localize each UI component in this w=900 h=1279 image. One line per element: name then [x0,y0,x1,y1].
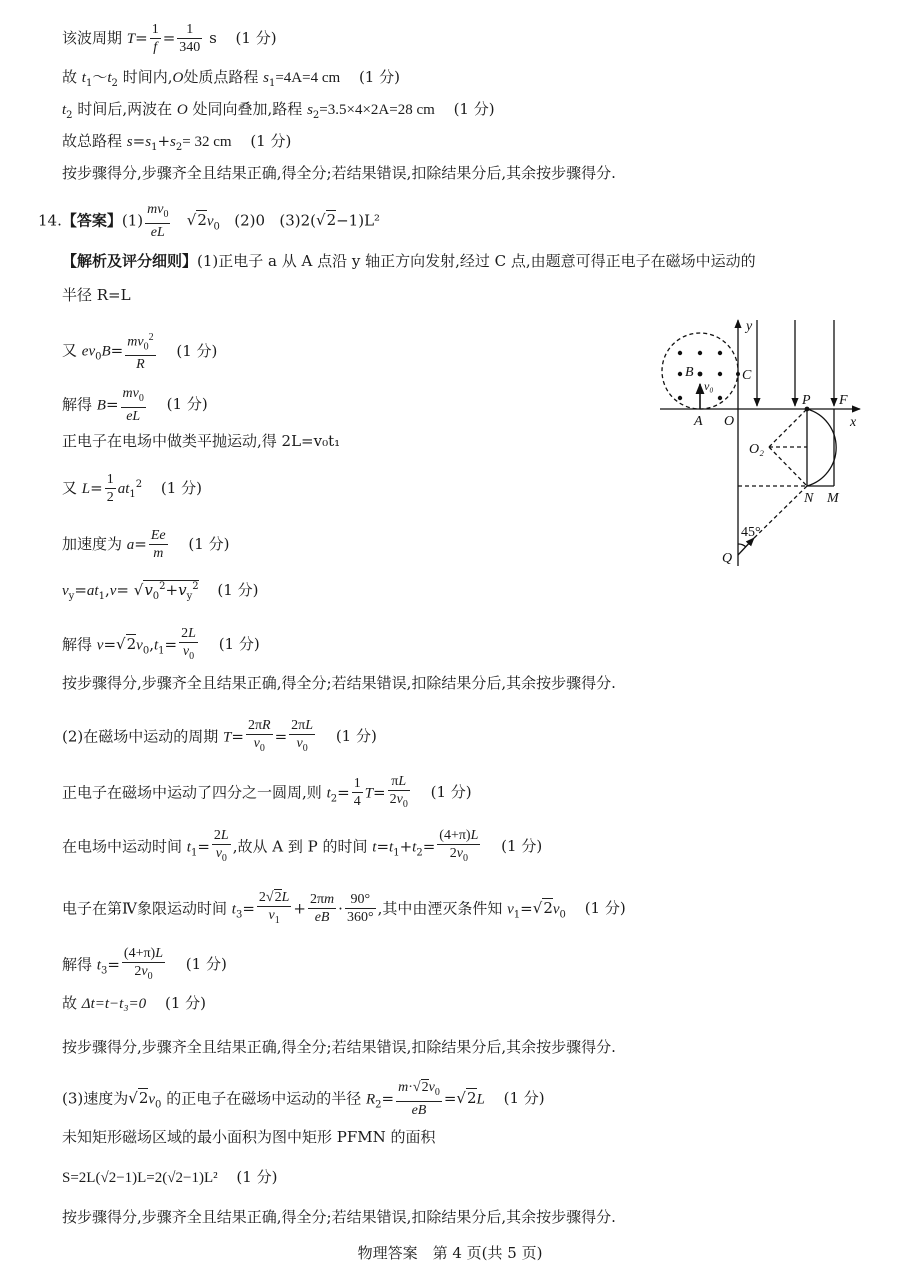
value: Δt=t−t₃=0 [81,996,147,1012]
value: S=2L(√2−1)L=2(√2−1)L² [62,1170,218,1186]
v-t1-result: 解得 $v=√2v_0,t_1=$ $\frac{2L}{v_0}$ (1 分) [62,626,260,665]
score: (1 分) [218,635,260,654]
lorentz-eq: 又 $ev_0B=$ $\frac{mv_0^2}{R}$ (1 分) [62,332,218,373]
label: 解得 [62,395,93,414]
label-m: M [827,491,839,506]
label: 故 [62,68,78,86]
trajectory-arc [807,409,836,486]
path-s2-line: $t_2$ 时间后,两波在 O 处同向叠加,路程 $s_2=3.5\times 4\times 2A=28$ cm (1 分) [62,100,495,121]
label-a: A [694,414,703,429]
acceleration-eq: 加速度为 a= $\frac{Ee}{m}$ (1 分) [62,528,230,561]
part: (3)2( [279,211,316,230]
value: = 32 cm [182,134,232,150]
rubric-note: 按步骤得分,步骤齐全且结果正确,得全分;若结果错误,扣除结果分后,其余按步骤得分. [62,1038,616,1056]
min-area-line: 未知矩形磁场区域的最小面积为图中矩形 PFMN 的面积 [62,1128,436,1146]
score: (1 分) [160,479,202,497]
t3-eq: 电子在第Ⅳ象限运动时间 $t_3=$ $\frac{2√2L}{v_1}$ + $\frac{2\pi m}{eB}$ · $\frac{90^\circ}{360^\circ}$ ,其中由湮灭条件知 $v_1=√2v_0$ (1 分) [62,890,626,929]
label: 解得 [62,955,93,974]
label: 时间内, [122,68,173,86]
label-n: N [804,491,814,506]
value: =4A=4 cm [275,70,341,86]
t-total-eq: 在电场中运动时间 $t_1=$ $\frac{2L}{v_0}$ ,故从 A 到 P 的时间 $t=t_1+t_2=$ $\frac{(4+\pi)L}{2v_0}$ (1 分) [62,828,542,867]
label: ,其中由湮灭条件知 [377,899,503,918]
score: (1 分) [166,395,208,414]
value: =3.5×4×2A=28 cm [319,102,435,118]
rubric-note: 按步骤得分,步骤齐全且结果正确,得全分;若结果错误,扣除结果分后,其余按步骤得分. [62,1208,616,1226]
label-y: y [746,319,753,334]
label-o2: O₂ [749,442,764,457]
rubric-note: 按步骤得分,步骤齐全且结果正确,得全分;若结果错误,扣除结果分后,其余按步骤得分. [62,164,616,182]
total-path-line: 故总路程 $s=s_1+s_2= 32$ cm (1 分) [62,132,292,153]
score: (1 分) [335,727,377,746]
score: (1 分) [250,132,292,150]
part: (2)0 [234,211,266,230]
label-v0: v₀ [704,379,714,393]
label-angle: 45° [741,525,761,540]
b-result: 解得 B= $\frac{mv_0}{eL}$ (1 分) [62,386,208,424]
score: (1 分) [501,837,543,856]
label: 电子在第Ⅳ象限运动时间 [62,899,227,918]
wave-period-line: 该波周期 T= $\frac{1}{f}$ = $\frac{1}{340}$ s (1 分) [62,22,277,55]
label: 处质点路程 [183,68,259,86]
part: (1) [121,211,144,230]
label-o: O [724,414,735,429]
label: 处同向叠加,路程 [192,100,303,118]
label: 的正电子在磁场中运动的半径 [166,1089,362,1108]
area-eq [62,1170,277,1186]
rubric-note: 按步骤得分,步骤齐全且结果正确,得全分;若结果错误,扣除结果分后,其余按步骤得分. [62,674,616,692]
label: 又 [62,479,78,497]
label: 在电场中运动时间 [62,837,183,856]
label-b: B [685,365,694,380]
angle-arc [738,544,746,547]
analysis-label: 【解析及评分细则】 [62,252,198,270]
score: (1 分) [217,581,259,599]
score: (1 分) [584,899,626,918]
score: (1 分) [185,955,227,974]
score: (1 分) [503,1089,545,1108]
score: (1 分) [164,994,206,1012]
score: (1 分) [358,68,400,86]
score: (1 分) [430,783,472,802]
label: 时间后,两波在 [77,100,173,118]
answer-label: 【答案】 [61,211,122,230]
score: (1 分) [188,535,230,553]
dashed-line [769,409,807,447]
score: (1 分) [235,29,277,47]
dashed-line [769,447,807,486]
displacement-eq: 又 L= $\frac{1}{2}$ $at_1^2$ (1 分) [62,472,202,505]
label: 又 [62,341,78,360]
label: 解得 [62,635,93,654]
label: 加速度为 [62,535,123,553]
r2-eq: (3)速度为$√2v_0$ 的正电子在磁场中运动的半径 $R_2=$ $\frac{m\cdot√2v_0}{eB}$ =√2L (1 分) [62,1080,545,1118]
period-eq: (2)在磁场中运动的周期 T= $\frac{2\pi R}{v_0}$ = $\frac{2\pi L}{v_0}$ (1 分) [62,718,377,757]
label-p: P [802,393,811,408]
t3-result: 解得 $t_3=$ $\frac{(4+\pi)L}{2v_0}$ (1 分) [62,946,227,985]
label: 该波周期 [62,29,123,47]
label: (3)速度为 [62,1089,129,1108]
radius-line: 半径 R=L [62,286,131,304]
page-footer: 物理答案 第 4 页(共 5 页) [357,1244,543,1262]
velocity-eq: $v_y=at_1,v= √v_0^2+v_y^2$ (1 分) [62,581,259,602]
label: (2)在磁场中运动的周期 [62,727,219,746]
label: 正电子在磁场中运动了四分之一圆周,则 [62,783,322,802]
text: (1)正电子 a 从 A 点沿 y 轴正方向发射,经过 C 点,由题意可得正电子在磁场中运动的 [197,252,756,270]
score: (1 分) [453,100,495,118]
label-q: Q [722,551,733,566]
efield-motion: 正电子在电场中做类平抛运动,得 2L=v₀t₁ [62,432,341,450]
label: 故 [62,994,78,1012]
label-x: x [850,415,857,430]
t2-eq: 正电子在磁场中运动了四分之一圆周,则 $t_2=$ $\frac{1}{4}$ T= $\frac{\pi L}{2v_0}$ (1 分) [62,774,472,813]
question-number: 14. [38,211,62,230]
label-c: C [742,368,752,383]
delta-t-line [62,996,206,1012]
q14-answer: 14.【答案】(1) $\frac{mv_0}{eL}$ $√2v_0$ (2)0 (3)2(√2−1)L² [38,202,381,240]
label: 故总路程 [62,132,123,150]
path-s1-line: 故 $t_1\sim t_2$ 时间内,O处质点路程 $s_1=4A=4$ cm (1 分) [62,68,400,89]
score: (1 分) [236,1168,278,1186]
label-f: F [839,393,848,408]
label: ,故从 A 到 P 的时间 [232,837,368,856]
analysis-intro [62,254,756,269]
score: (1 分) [176,341,218,360]
part: −1)L² [336,211,381,230]
physics-diagram [650,312,870,572]
